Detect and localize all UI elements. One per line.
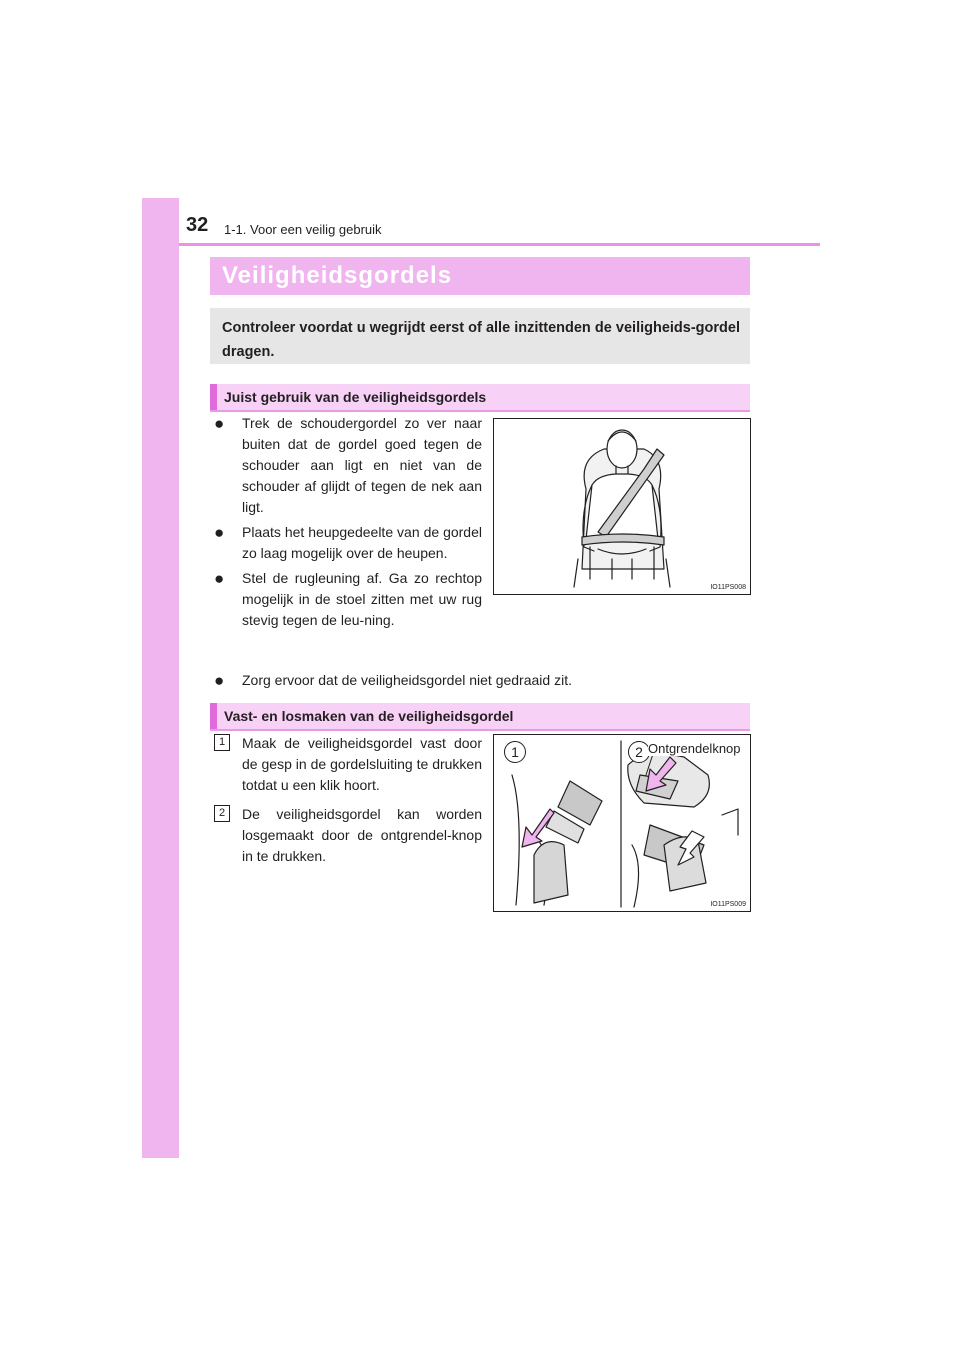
bullet-dot-icon: ● — [214, 671, 225, 690]
list-item: 1 Maak de veiligheidsgordel vast door de gesp in de gordelsluiting te drukken totdat u een klik hoort. — [214, 733, 482, 796]
list-item-wide: ● Zorg ervoor dat de veiligheidsgordel niet gedraaid zit. — [214, 671, 572, 690]
step-number: 2 — [214, 805, 230, 822]
figure-label-2: 2 — [628, 741, 650, 763]
figure-label-1: 1 — [504, 741, 526, 763]
list-item: ● Plaats het heupgedeelte van de gordel zo laag mogelijk over de heupen. — [214, 523, 482, 561]
seated-person-illustration — [494, 419, 750, 594]
bullet-dot-icon: ● — [214, 523, 225, 542]
section-heading-text: Juist gebruik van de veiligheidsgordels — [224, 389, 487, 405]
bullet-dot-icon: ● — [214, 569, 225, 588]
list-item: 2 De veiligheidsgordel kan worden losgemaakt door de ontgrendel-knop in te drukken. — [214, 804, 482, 867]
release-button-callout: Ontgrendelknop — [648, 741, 741, 756]
figure-buckle — [493, 734, 751, 912]
buckle-illustration — [494, 735, 750, 911]
side-tab-marker — [142, 198, 179, 1158]
list-item: ● Trek de schoudergordel zo ver naar buiten dat de gordel goed tegen de schouder aan ligt en niet van de schouder af glijdt of tegen de nek aan ligt. — [214, 414, 482, 515]
section-heading-marker — [210, 703, 217, 729]
bullet-list — [214, 413, 482, 635]
running-header: 1-1. Voor een veilig gebruik — [224, 222, 382, 237]
figure-code: IO11PS008 — [710, 584, 746, 591]
page-title: Veiligheidsgordels — [222, 262, 453, 289]
header-divider — [179, 243, 820, 246]
section-heading-marker — [210, 384, 217, 410]
intro-text: Controleer voordat u wegrijdt eerst of alle inzittenden de veiligheids-gordel dragen. — [222, 320, 740, 360]
bullet-dot-icon: ● — [214, 414, 225, 433]
figure-seated-person — [493, 418, 751, 595]
section-heading-text: Vast- en losmaken van de veiligheidsgordel — [224, 708, 514, 724]
step-number: 1 — [214, 734, 230, 751]
list-item: ● Stel de rugleuning af. Ga zo rechtop mogelijk in de stoel zitten met uw rug stevig tegen de leu-ning. — [214, 569, 482, 628]
page-number: 32 — [186, 214, 209, 236]
figure-code: IO11PS009 — [710, 901, 746, 908]
step-list — [214, 733, 482, 875]
